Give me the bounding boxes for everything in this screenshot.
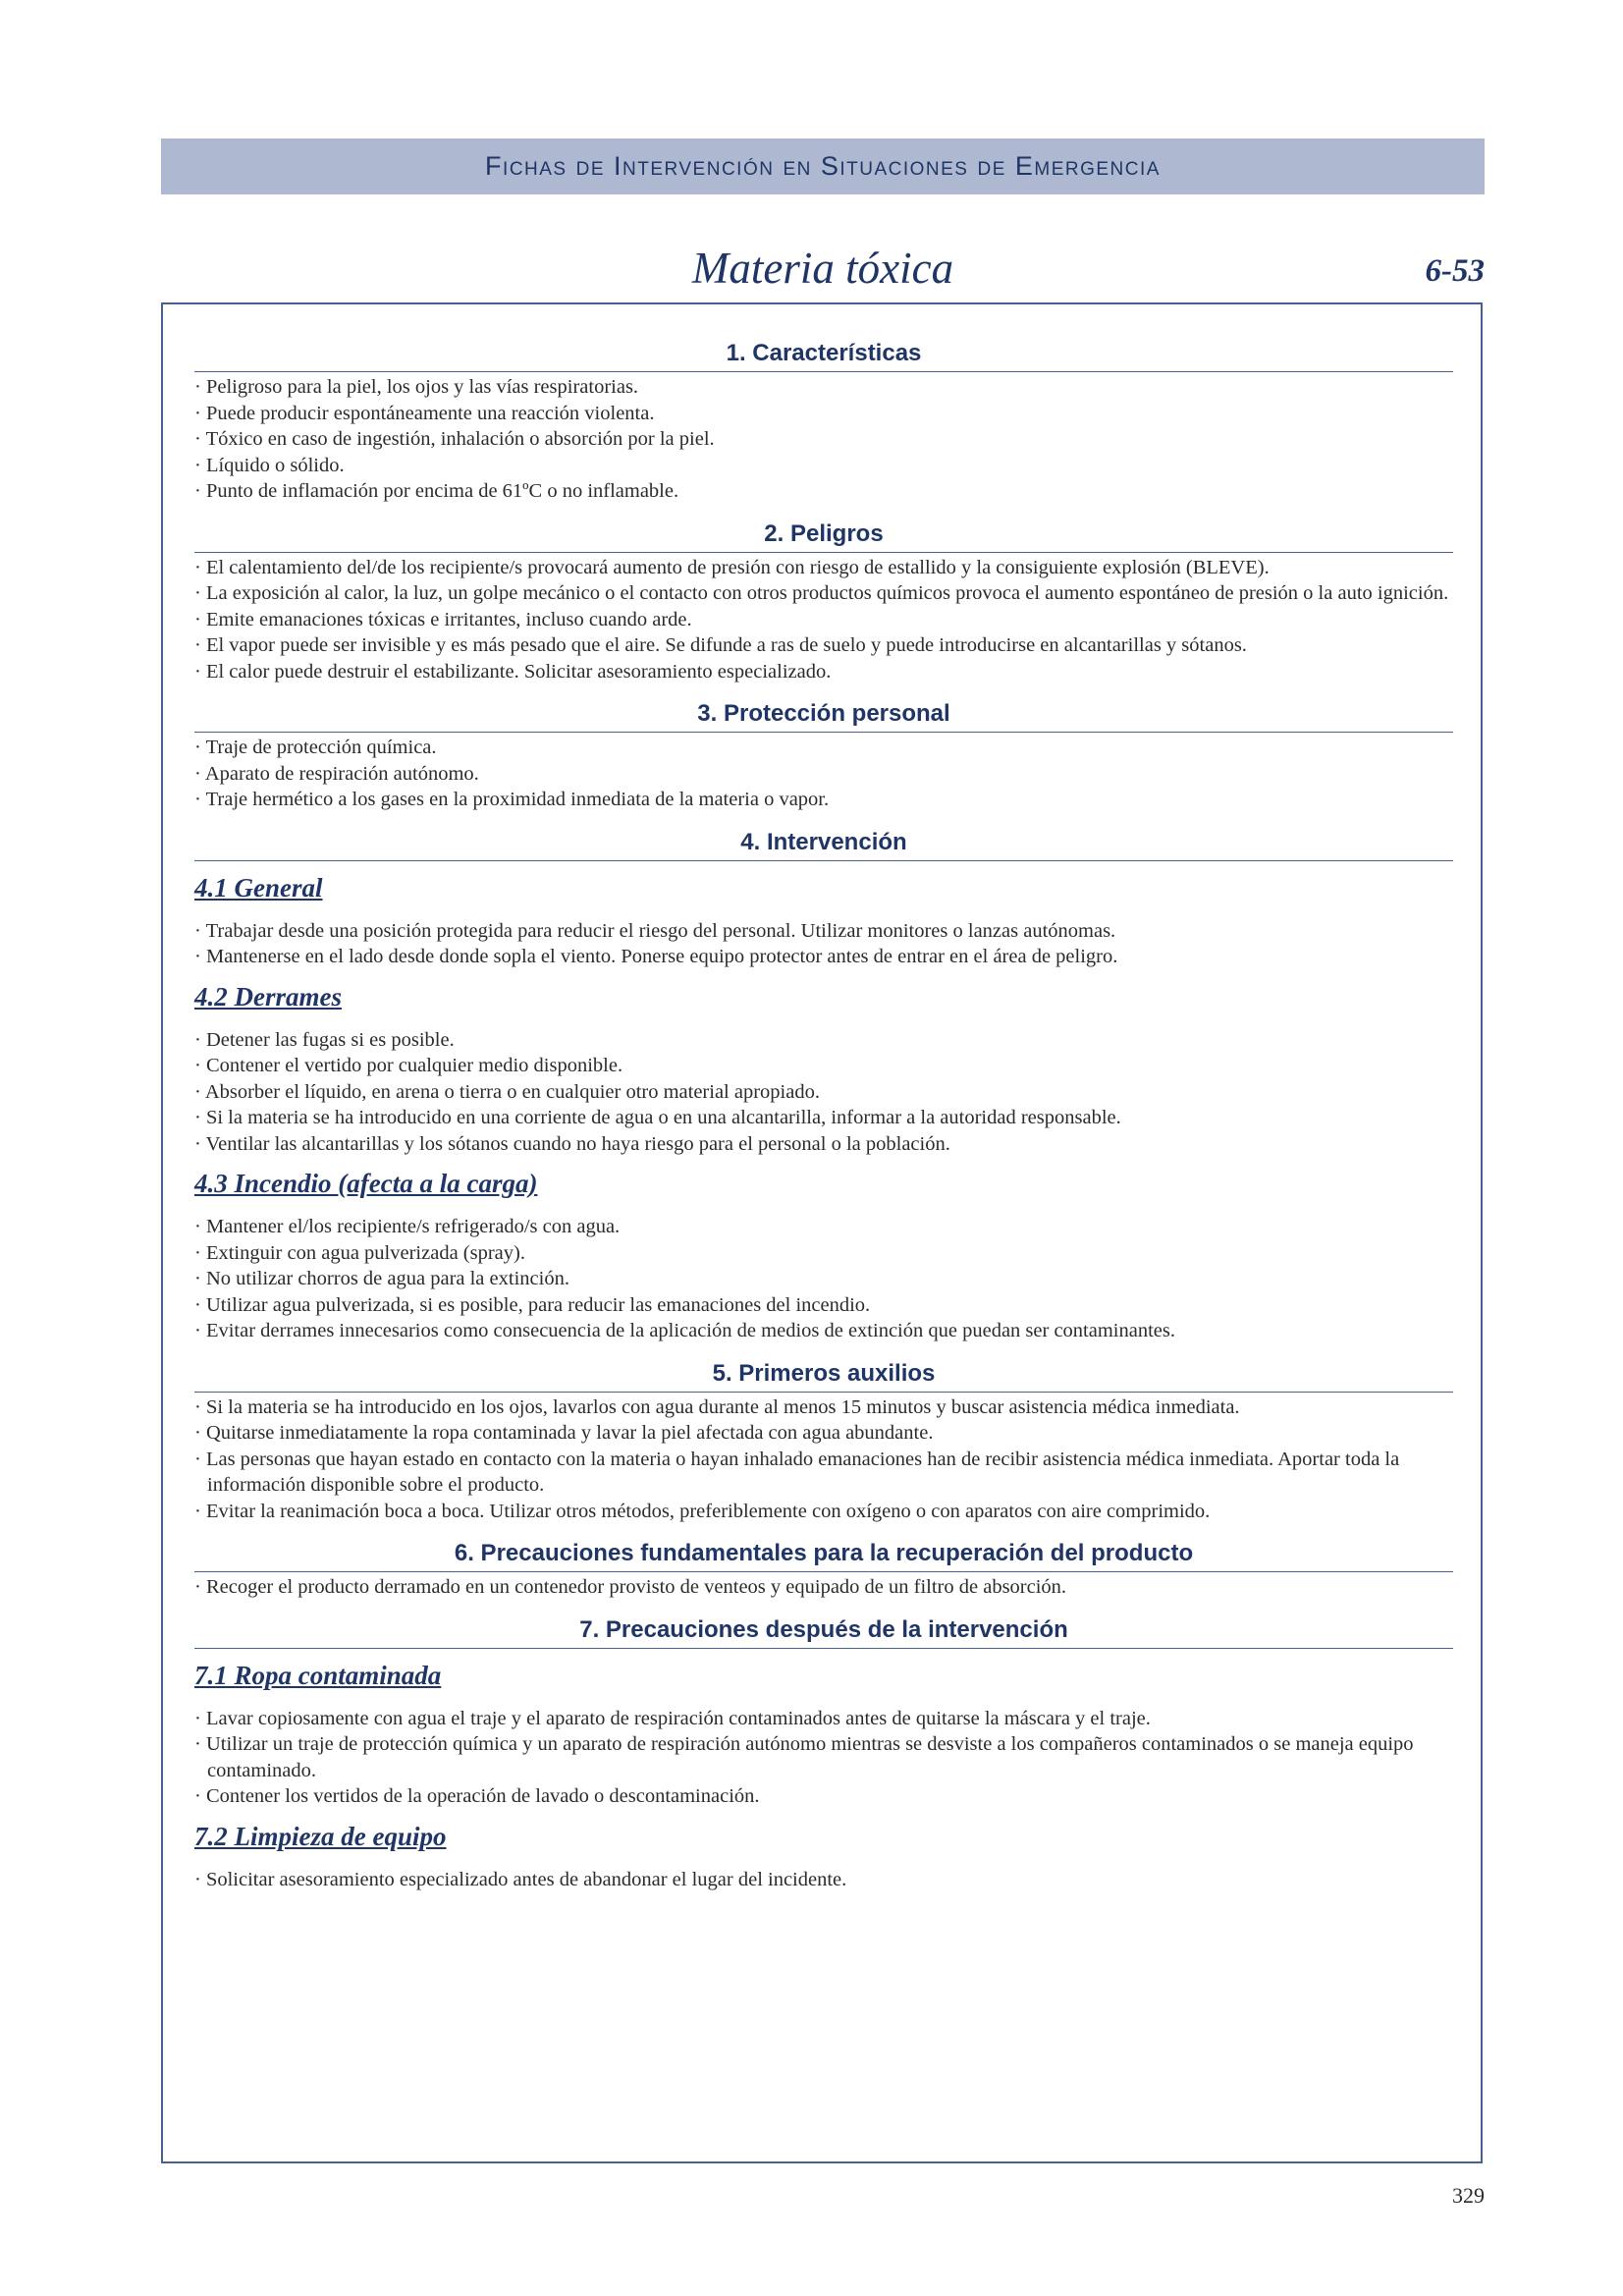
list-item: · Absorber el líquido, en arena o tierra o en cualquier otro material apropiado.: [194, 1079, 1453, 1106]
list-item: · Traje de protección química.: [194, 735, 1453, 761]
section-title-proteccion-personal: 3. Protección personal: [194, 698, 1453, 733]
list-caracteristicas: [194, 374, 1453, 505]
banner-text: Fichas de Intervención en Situaciones de Emergencia: [485, 151, 1161, 181]
list-item: · Ventilar las alcantarillas y los sótanos cuando no haya riesgo para el personal o la población.: [194, 1131, 1453, 1158]
list-peligros: [194, 555, 1453, 685]
list-item: · Evitar la reanimación boca a boca. Utilizar otros métodos, preferiblemente con oxígeno o con aparatos con aire comprimido.: [194, 1499, 1453, 1525]
list-ropa-contaminada: [194, 1706, 1453, 1810]
section-title-recuperacion-producto: 6. Precauciones fundamentales para la recuperación del producto: [194, 1538, 1453, 1572]
list-item: · Si la materia se ha introducido en una corriente de agua o en una alcantarilla, informar a la autoridad responsable.: [194, 1105, 1453, 1131]
list-item: · Punto de inflamación por encima de 61ºC o no inflamable.: [194, 478, 1453, 505]
header-banner: [161, 138, 1485, 194]
list-item: · Lavar copiosamente con agua el traje y el aparato de respiración contaminados antes de quitarse la máscara y el traje.: [194, 1706, 1453, 1732]
list-item: · Peligroso para la piel, los ojos y las vías respiratorias.: [194, 374, 1453, 401]
list-item: · Mantener el/los recipiente/s refrigerado/s con agua.: [194, 1214, 1453, 1240]
section-title-despues-intervencion: 7. Precauciones después de la intervención: [194, 1614, 1453, 1649]
list-item: · Traje hermético a los gases en la proximidad inmediata de la materia o vapor.: [194, 787, 1453, 813]
list-item: · Extinguir con agua pulverizada (spray).: [194, 1240, 1453, 1267]
section-title-primeros-auxilios: 5. Primeros auxilios: [194, 1358, 1453, 1393]
subsection-title-derrames: 4.2 Derrames: [194, 981, 342, 1011]
list-limpieza-equipo: [194, 1867, 1453, 1893]
list-item: · Contener el vertido por cualquier medio disponible.: [194, 1053, 1453, 1079]
list-item: · Si la materia se ha introducido en los ojos, lavarlos con agua durante al menos 15 minutos y buscar asistencia médica inmediata.: [194, 1394, 1453, 1421]
list-derrames: [194, 1027, 1453, 1158]
list-item: · El calentamiento del/de los recipiente/s provocará aumento de presión con riesgo de estallido y la consiguiente explosión (BLEVE).: [194, 555, 1453, 581]
content-body: [194, 332, 1453, 1892]
list-item: · Tóxico en caso de ingestión, inhalación o absorción por la piel.: [194, 426, 1453, 453]
section-title-caracteristicas: 1. Características: [194, 338, 1453, 372]
list-item: · Líquido o sólido.: [194, 453, 1453, 479]
list-item: · Aparato de respiración autónomo.: [194, 761, 1453, 788]
list-item: · Recoger el producto derramado en un contenedor provisto de venteos y equipado de un filtro de absorción.: [194, 1574, 1453, 1601]
list-item: · Contener los vertidos de la operación de lavado o descontaminación.: [194, 1783, 1453, 1810]
list-item: · El calor puede destruir el estabilizante. Solicitar asesoramiento especializado.: [194, 659, 1453, 685]
section-title-peligros: 2. Peligros: [194, 519, 1453, 553]
list-proteccion-personal: [194, 735, 1453, 813]
list-item: · Solicitar asesoramiento especializado antes de abandonar el lugar del incidente.: [194, 1867, 1453, 1893]
subsection-title-limpieza-equipo: 7.2 Limpieza de equipo: [194, 1821, 447, 1851]
list-item: · Evitar derrames innecesarios como consecuencia de la aplicación de medios de extinción que puedan ser contaminantes.: [194, 1318, 1453, 1344]
subsection-title-ropa-contaminada: 7.1 Ropa contaminada: [194, 1660, 442, 1690]
list-recuperacion-producto: [194, 1574, 1453, 1601]
list-item: · Utilizar un traje de protección química y un aparato de respiración autónomo mientras se desviste a los compañeros contaminados o se maneja equipo contaminado.: [194, 1731, 1453, 1783]
list-item: · La exposición al calor, la luz, un golpe mecánico o el contacto con otros productos químicos provoca el aumento espontáneo de presión o la auto ignición.: [194, 580, 1453, 607]
list-item: · Detener las fugas si es posible.: [194, 1027, 1453, 1054]
list-item: · Las personas que hayan estado en contacto con la materia o hayan inhalado emanaciones han de recibir asistencia médica inmediata. Aportar toda la información disponible sobre el producto.: [194, 1447, 1453, 1499]
page-number: 329: [1452, 2183, 1485, 2208]
list-incendio: [194, 1214, 1453, 1344]
list-item: · No utilizar chorros de agua para la extinción.: [194, 1266, 1453, 1292]
list-general: [194, 918, 1453, 970]
list-item: · Mantenerse en el lado desde donde sopla el viento. Ponerse equipo protector antes de entrar en el área de peligro.: [194, 944, 1453, 970]
list-item: · Trabajar desde una posición protegida para reducir el riesgo del personal. Utilizar monitores o lanzas autónomas.: [194, 918, 1453, 945]
list-item: · Utilizar agua pulverizada, si es posible, para reducir las emanaciones del incendio.: [194, 1292, 1453, 1319]
list-item: · Puede producir espontáneamente una reacción violenta.: [194, 401, 1453, 427]
subsection-title-general: 4.1 General: [194, 872, 323, 902]
section-title-intervencion: 4. Intervención: [194, 827, 1453, 861]
page-title: Materia tóxica: [691, 244, 954, 293]
list-item: · Emite emanaciones tóxicas e irritantes, incluso cuando arde.: [194, 607, 1453, 633]
list-item: · Quitarse inmediatamente la ropa contaminada y lavar la piel afectada con agua abundante.: [194, 1420, 1453, 1447]
list-primeros-auxilios: [194, 1394, 1453, 1525]
sheet-number: 6-53: [1425, 253, 1485, 289]
list-item: · El vapor puede ser invisible y es más pesado que el aire. Se difunde a ras de suelo y puede introducirse en alcantarillas y sótanos.: [194, 632, 1453, 659]
subsection-title-incendio: 4.3 Incendio (afecta a la carga): [194, 1169, 538, 1198]
